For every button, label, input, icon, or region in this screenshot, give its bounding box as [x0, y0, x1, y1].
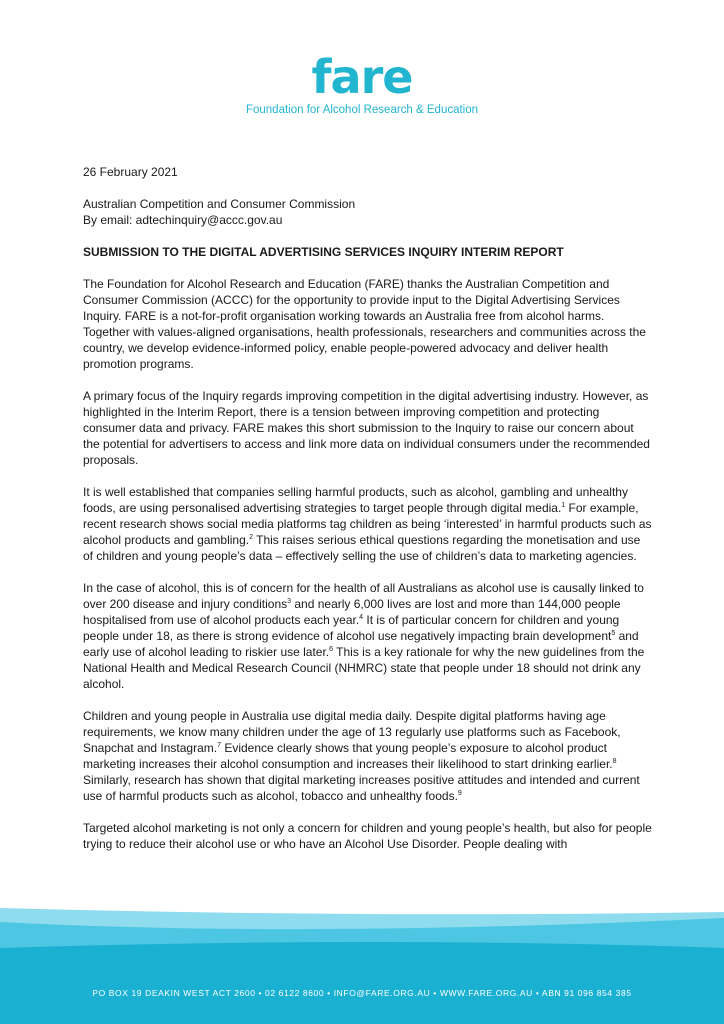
recipient-name: Australian Competition and Consumer Commission — [83, 197, 356, 211]
paragraph-personalised-advertising: It is well established that companies selling harmful products, such as alcohol, gambling and unhealthy foods, are using personalised advertising strategies to target people through digital media.$^1$ For example, recent research shows social media platforms tag children as being ‘interested’ in harmful products such as alcohol products and gambling.$^2$ This raises serious ethical questions regarding the monetisation and use of children and young people’s data – effectively selling the use of children’s data to marketing agencies. — [83, 485, 652, 563]
paragraph-alcohol-harm: In the case of alcohol, this is of concern for the health of all Australians as alcohol use is causally linked to over 200 disease and injury conditions$^3$ and nearly 6,000 lives are lost and more than 144,000 people hospitalised from use of alcohol products each year.$^4$ It is of particular concern for children and young people under 18, as there is strong evidence of alcohol use negatively impacting brain development$^5$ and early use of alcohol leading to riskier use later.$^6$ This is a key rationale for why the new guidelines from the National Health and Medical Research Council (NHMRC) state that people under 18 should not drink any alcohol. — [83, 581, 645, 691]
submission-title: SUBMISSION TO THE DIGITAL ADVERTISING SERVICES INQUIRY INTERIM REPORT — [83, 245, 564, 259]
letter-date: 26 February 2021 — [83, 165, 178, 179]
recipient-email: By email: adtechinquiry@accc.gov.au — [83, 213, 283, 227]
letter-body — [83, 164, 653, 868]
foundation-name: Foundation for Alcohol Research & Education — [245, 104, 479, 116]
paragraph-digital-media: Children and young people in Australia use digital media daily. Despite digital platforms having age requirements, we know many children under the age of 13 regularly use platforms such as Facebook, Snapchat and Instagram.$^7$ Evidence clearly shows that young people’s exposure to alcohol product marketing increases their alcohol consumption and increases their likelihood to start drinking earlier.$^8$ Similarly, research has shown that digital marketing increases positive attitudes and intended and current use of harmful products such as alcohol, tobacco and unhealthy foods.$^9$ — [83, 709, 640, 803]
letterhead — [0, 44, 724, 124]
footer-wave-shape — [0, 908, 724, 1024]
recipient-block — [83, 196, 653, 228]
paragraph-targeted-marketing: Targeted alcohol marketing is not only a concern for children and young people’s health, but also for people trying to reduce their alcohol use or who have an Alcohol Use Disorder. People dealing with — [83, 821, 652, 851]
paragraph-inquiry-focus: A primary focus of the Inquiry regards improving competition in the digital advertising industry. However, as highlighted in the Interim Report, there is a tension between improving competition and protecting consumer data and privacy. FARE makes this short submission to the Inquiry to raise our concern about the potential for advertisers to access and link more data on individual consumers under the recommended proposals. — [83, 389, 650, 467]
footer-band — [0, 908, 724, 1024]
paragraph-intro: The Foundation for Alcohol Research and Education (FARE) thanks the Australian Competition and Consumer Commission (ACCC) for the opportunity to provide input to the Digital Advertising Services Inquiry. FARE is a not-for-profit organisation working towards an Australia free from alcohol harms. Together with values-aligned organisations, health professionals, researchers and communities across the country, we develop evidence-informed policy, enable people-powered advocacy and deliver health promotion programs. — [83, 277, 646, 371]
fare-logo: fare — [311, 50, 413, 104]
footer-contact: PO BOX 19 DEAKIN WEST ACT 2600 • 02 6122 8600 • INFO@FARE.ORG.AU • WWW.FARE.ORG.AU • ABN 91 096 854 385 — [92, 988, 632, 998]
